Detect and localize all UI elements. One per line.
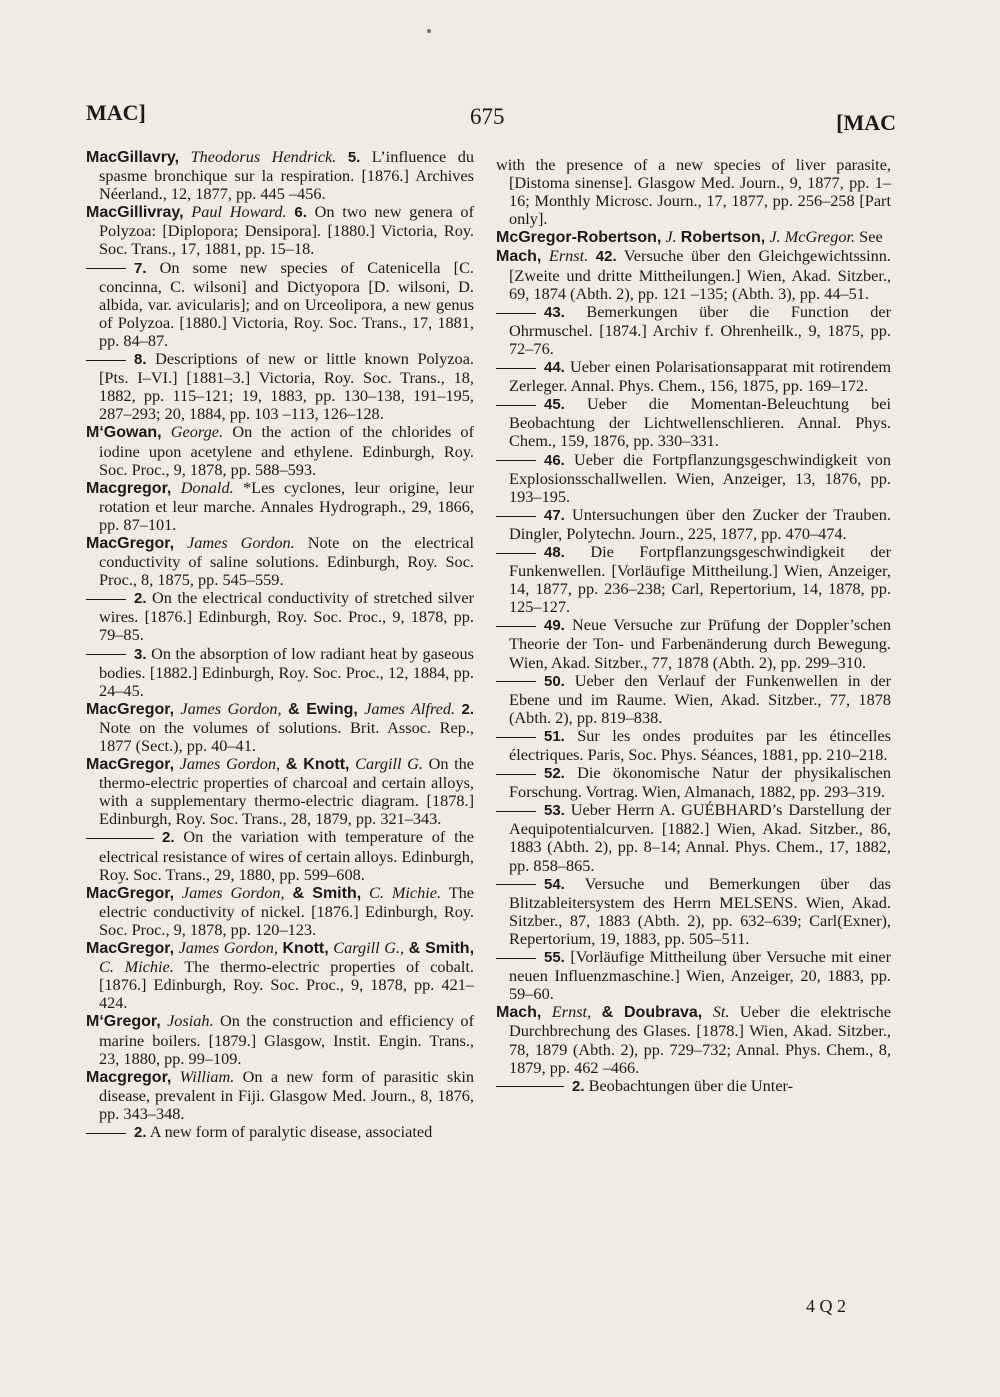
- ditto-rule: [86, 654, 126, 655]
- ditto-rule: [496, 737, 536, 738]
- paper-number: 5.: [347, 149, 361, 166]
- author-given-name: Josiah.: [167, 1011, 214, 1031]
- author-given-name: William.: [179, 1066, 235, 1086]
- entry-text: On the electrical conductivity of stretched silver wires. [1876.] Edinburgh, Roy. Soc. Proc., 9, 1878, pp. 79–85.: [99, 588, 474, 645]
- entry-text: On the thermo-electric properties of charcoal and certain alloys, with a supplementary thermo-electric diagram. [1878.] Edinburgh, Roy. Soc. Trans., 28, 1879, pp. 321–343.: [99, 754, 475, 829]
- paper-number: 53.: [544, 802, 565, 820]
- ditto-rule: [496, 368, 536, 369]
- bibliography-entry: [496, 451, 891, 506]
- author-given-name: Paul Howard.: [191, 202, 287, 222]
- bibliography-entry: [86, 755, 474, 828]
- author-given-name: Donald.: [180, 477, 234, 497]
- paper-number: 3.: [134, 645, 147, 663]
- paper-number: 52.: [544, 765, 565, 783]
- entry-text: Die Fortpflanzungsgeschwindigkeit der Funkenwellen. [Vorläufige Mittheilung.] Wien, Anzeiger, 14, 1877, pp. 236–238; Carl, Repertorium, 14, 1878, pp. 125–127.: [509, 541, 891, 617]
- bibliography-entry: [496, 1077, 891, 1096]
- author-name: & Smith,: [408, 940, 475, 958]
- paper-number: 2.: [162, 829, 175, 847]
- author-name: McGregor-Robertson,: [496, 229, 662, 247]
- entry-text: [Vorläufige Mittheilung über Versuche mit einer neuen Influenzmaschine.] Wien, Anzeiger, 20, 1883, pp. 59–60.: [509, 947, 891, 1004]
- bibliography-entry: [496, 948, 891, 1003]
- entry-text: Versuche und Bemerkungen über das Blitzableitersystem des Herrn MELSENS. Wien, Akad. Sitzber., 87, 1883 (Abth. 2), pp. 632–639; Carl(Exner), Repertorium, 19, 1883, pp. 505–511.: [509, 873, 891, 948]
- bibliography-entry: [496, 247, 891, 302]
- bibliography-entry: [496, 156, 891, 228]
- author-name: & Smith,: [292, 884, 362, 902]
- paper-number: 42.: [595, 248, 617, 266]
- ditto-rule: [496, 681, 536, 682]
- ditto-rule: [86, 268, 126, 269]
- author-given-name: Cargill G.: [355, 754, 423, 774]
- bibliography-entry: [496, 228, 891, 247]
- ditto-rule: [496, 958, 536, 959]
- bibliography-entry: [86, 350, 474, 423]
- bibliography-entry: [86, 1123, 474, 1142]
- entry-text: See: [859, 227, 883, 247]
- entry-text: Ueber Herrn A. GUÉBHARD’s Darstellung der Aequipotentialcurven. [1882.] Wien, Akad. Sitzber., 86, 1883 (Abth. 2), pp. 8–14; Annal. Phys. Chem., 17, 1882, pp. 858–865.: [509, 800, 891, 875]
- bibliography-entry: [496, 1003, 891, 1076]
- author-given-name: Ernst,: [551, 1002, 592, 1022]
- author-given-name: James Gordon,: [178, 938, 278, 958]
- author-given-name: James Gordon,: [181, 882, 285, 902]
- left-column: [86, 148, 474, 1142]
- paper-number: 2.: [572, 1077, 585, 1095]
- author-name: MacGillivray,: [86, 204, 184, 222]
- author-given-name: C. Michie.: [369, 882, 442, 902]
- entry-text: On the construction and efficiency of marine boilers. [1879.] Glasgow, Instit. Engin. Trans., 23, 1880, pp. 99–109.: [99, 1011, 474, 1068]
- paper-number: 51.: [544, 727, 565, 745]
- paper-number: 55.: [544, 949, 565, 967]
- entry-text: Descriptions of new or little known Polyzoa. [Pts. I–VI.] [1881–3.] Victoria, Roy. Soc. Trans., 18, 1882, pp. 115–121; 19, 1883, pp. 130–138, 191–195, 287–293; 20, 1884, pp. 103 –113, 126–128.: [99, 349, 474, 424]
- entry-text: On a new form of parasitic skin disease, prevalent in Fiji. Glasgow Med. Journ., 8, 1876, pp. 343–348.: [99, 1066, 475, 1123]
- bibliography-entry: [496, 875, 891, 948]
- bibliography-entry: [86, 939, 474, 1012]
- entry-text: On the variation with temperature of the electrical resistance of wires of certain alloys. Edinburgh, Roy. Soc. Trans., 29, 1880, pp. 599–608.: [99, 827, 474, 884]
- ditto-rule: [496, 774, 536, 775]
- bibliography-entry: [86, 645, 474, 700]
- paper-number: 2.: [134, 590, 147, 608]
- bibliography-entry: [496, 801, 891, 874]
- running-head-left: MAC]: [86, 100, 146, 125]
- author-name: MacGregor,: [86, 534, 175, 552]
- entry-text: Bemerkungen über die Function der Ohrmuschel. [1874.] Archiv f. Ohrenheilk., 9, 1875, pp. 72–76.: [509, 301, 891, 358]
- bibliography-entry: [86, 203, 474, 258]
- entry-text: Ueber den Verlauf der Funkenwellen in der Ebene und im Raume. Wien, Akad. Sitzber., 77, 1878 (Abth. 2), pp. 819–838.: [509, 670, 891, 727]
- paper-number: 49.: [544, 617, 565, 635]
- paper-number: 46.: [544, 451, 565, 469]
- ink-speck: [427, 29, 431, 33]
- author-given-name: James Gordon,: [179, 754, 281, 774]
- bibliography-entry: [86, 828, 474, 883]
- ditto-rule: [86, 360, 126, 361]
- paper-number: 8.: [134, 351, 147, 369]
- bibliography-entry: [86, 1068, 474, 1123]
- ditto-rule: [496, 884, 536, 885]
- ditto-rule: [86, 1133, 126, 1134]
- bibliography-entry: [496, 543, 891, 616]
- signature-mark: 4 Q 2: [806, 1296, 846, 1316]
- entry-text: On some new species of Catenicella [C. concinna, C. wilsoni] and Dictyopora [D. wilsoni, D. albida, var. avicularis]; and on Urceolipora, a new genus of Polyzoa. [1880.] Victoria, Roy. Soc. Trans., 17, 1881, pp. 84–87.: [99, 257, 474, 350]
- entry-text: Versuche über den Gleichgewichtssinn. [Zweite und dritte Mittheilungen.] Wien, Akad. Sitzber., 69, 1874 (Abth. 2), pp. 121 –135; (Abth. 3), pp. 44–51.: [509, 246, 892, 303]
- ditto-rule: [496, 405, 536, 406]
- entry-text: The thermo-electric properties of cobalt. [1876.] Edinburgh, Roy. Soc. Proc., 9, 1878, pp. 421–424.: [99, 957, 474, 1013]
- entry-text: Note on the electrical conductivity of saline solutions. Edinburgh, Roy. Soc. Proc., 8, 1875, pp. 545–559.: [99, 532, 474, 590]
- author-name: & Ewing,: [287, 700, 358, 718]
- entry-text: Die ökonomische Natur der physikalischen Forschung. Vortrag. Wien, Almanach, 1882, pp. 293–319.: [509, 763, 892, 802]
- ditto-rule: [496, 626, 536, 627]
- entry-text: Neue Versuche zur Prüfung der Doppler’schen Theorie der Ton- und Farbenänderung durch Bewegung. Wien, Akad. Sitzber., 77, 1878 (Abth. 2), pp. 299–310.: [509, 615, 891, 672]
- author-name: & Doubrava,: [601, 1004, 703, 1022]
- entry-text: with the presence of a new species of liver parasite, [Distoma sinense]. Glasgow Med. Journ., 9, 1877, pp. 1–16; Monthly Microsc. Journ., 17, 1877, pp. 256–258 [Part only].: [496, 155, 891, 229]
- author-given-name: James Alfred.: [364, 698, 456, 718]
- author-given-name: Ernst.: [548, 246, 589, 266]
- author-name: Macgregor,: [86, 479, 172, 497]
- author-name: M‘Gregor,: [86, 1013, 161, 1031]
- ditto-rule: [496, 1086, 564, 1087]
- ditto-rule: [496, 313, 536, 314]
- bibliography-entry: [86, 479, 474, 534]
- bibliography-entry: [496, 395, 891, 450]
- entry-text: Note on the volumes of solutions. Brit. Assoc. Rep., 1877 (Sect.), pp. 40–41.: [99, 717, 474, 755]
- entry-text: A new form of paralytic disease, associated: [149, 1121, 433, 1141]
- author-name: Mach,: [496, 1004, 542, 1022]
- entry-text: Ueber die elektrische Durchbrechung des Glases. [1878.] Wien, Akad. Sitzber., 78, 1879 (Abth. 2), pp. 729–732; Annal. Phys. Chem., 8, 1879, pp. 462 –466.: [509, 1002, 891, 1077]
- ditto-rule: [86, 599, 126, 600]
- author-given-name: George.: [170, 422, 224, 442]
- ditto-rule: [496, 460, 536, 461]
- author-name: MacGregor,: [86, 700, 175, 718]
- author-given-name: James Gordon,: [180, 698, 282, 718]
- author-name: M‘Gowan,: [86, 424, 162, 442]
- bibliography-entry: [86, 534, 474, 589]
- paper-number: 48.: [544, 543, 565, 561]
- entry-text: On the absorption of low radiant heat by gaseous bodies. [1882.] Edinburgh, Roy. Soc. Proc., 12, 1884, pp. 24–45.: [99, 643, 475, 700]
- ditto-rule: [86, 838, 154, 839]
- author-name: MacGillavry,: [86, 149, 180, 166]
- entry-text: Sur les ondes produites par les étincelles électriques. Paris, Soc. Phys. Séances, 1881, pp. 210–218.: [509, 725, 891, 764]
- bibliography-entry: [496, 358, 891, 395]
- bibliography-entry: [86, 1012, 474, 1067]
- paper-number: 50.: [544, 672, 565, 690]
- paper-number: 7.: [134, 259, 147, 277]
- entry-text: Beobachtungen über die Unter-: [588, 1075, 794, 1095]
- paper-number: 2.: [461, 700, 475, 718]
- paper-number: 45.: [544, 396, 565, 414]
- bibliography-entry: [496, 616, 891, 671]
- bibliography-entry: [86, 884, 474, 939]
- right-column: [496, 156, 891, 1096]
- author-name: MacGregor,: [86, 940, 175, 958]
- bibliography-entry: [496, 727, 891, 764]
- paper-number: 2.: [134, 1123, 147, 1141]
- entry-text: Ueber einen Polarisationsapparat mit rotirendem Zerleger. Annal. Phys. Chem., 156, 1875, pp. 169–172.: [509, 357, 891, 396]
- author-given-name: J.: [665, 227, 677, 247]
- author-given-name: St.: [712, 1002, 730, 1022]
- entry-text: Ueber die Fortpflanzungsgeschwindigkeit von Explosionsschallwellen. Wien, Anzeiger, 13, 1876, pp. 193–195.: [509, 449, 891, 506]
- author-name: Robertson,: [680, 229, 766, 247]
- bibliography-entry: [86, 700, 474, 755]
- bibliography-entry: [496, 764, 891, 801]
- bibliography-entry: [496, 506, 891, 543]
- entry-text: On the action of the chlorides of iodine upon acetylene and ethylene. Edinburgh, Roy. Soc. Proc., 9, 1878, pp. 588–593.: [99, 422, 474, 479]
- ditto-rule: [496, 811, 536, 812]
- author-name: Mach,: [496, 248, 542, 266]
- entry-text: L’influence du spasme bronchique sur la respiration. [1876.] Archives Néerland., 12, 1877, pp. 445 –456.: [99, 147, 474, 204]
- ditto-rule: [496, 516, 536, 517]
- entry-text: Untersuchungen über den Zucker der Trauben. Dingler, Polytechn. Journ., 225, 1877, pp. 470–474.: [509, 504, 891, 543]
- author-name: MacGregor,: [86, 884, 175, 902]
- bibliography-entry: [496, 303, 891, 358]
- author-name: MacGregor,: [86, 756, 175, 774]
- bibliography-entry: [496, 672, 891, 727]
- bibliography-entry: [86, 423, 474, 478]
- paper-number: 47.: [544, 506, 565, 524]
- paper-number: 44.: [544, 359, 565, 377]
- page-number: 675: [470, 104, 505, 129]
- entry-text: On two new genera of Polyzoa: [Diplopora; Densipora]. [1880.] Victoria, Roy. Soc. Trans., 17, 1881, pp. 15–18.: [99, 202, 474, 259]
- bibliography-entry: [86, 259, 474, 350]
- author-name: Knott,: [282, 940, 329, 958]
- ditto-rule: [496, 553, 536, 554]
- entry-text: Ueber die Momentan-Beleuchtung bei Beobachtung der Lichtwellenschlieren. Annal. Phys. Chem., 159, 1876, pp. 330–331.: [509, 394, 892, 451]
- author-name: Macgregor,: [86, 1068, 172, 1086]
- author-given-name: C. Michie.: [99, 957, 174, 977]
- bibliography-entry: [86, 148, 474, 203]
- entry-text: *Les cyclones, leur origine, leur rotation et leur marche. Annales Hydrograph., 29, 1866, pp. 87–101.: [99, 477, 474, 534]
- entry-text: The electric conductivity of nickel. [1876.] Edinburgh, Roy. Soc. Proc., 9, 1878, pp. 120–123.: [99, 882, 474, 939]
- bibliography-entry: [86, 589, 474, 644]
- paper-number: 54.: [544, 875, 565, 893]
- running-head-right: [MAC: [836, 110, 896, 135]
- paper-number: 43.: [544, 303, 565, 321]
- author-given-name: Theodorus Hendrick.: [190, 147, 337, 166]
- author-given-name: J. McGregor.: [769, 227, 856, 247]
- author-given-name: James Gordon.: [186, 532, 295, 552]
- author-given-name: Cargill G.,: [333, 938, 405, 958]
- paper-number: 6.: [294, 204, 307, 222]
- author-name: & Knott,: [285, 756, 350, 774]
